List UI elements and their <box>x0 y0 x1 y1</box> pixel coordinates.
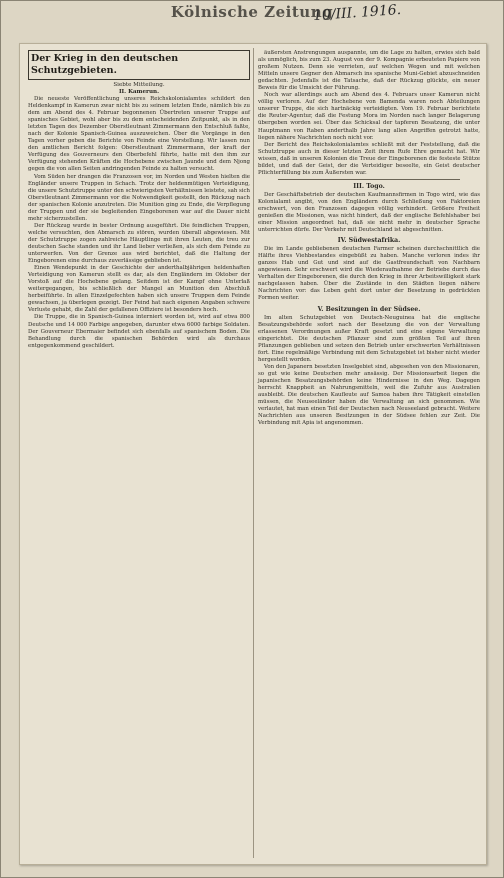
paragraph: Die im Lande gebliebenen deutschen Farmer scheinen durchschnittlich die Hälfte ihres Viehbestandes eingebüßt zu haben. Manche verloren indes ihr ganzes Hab und Gut und sind auf die Gastfreundschaft von Nachbarn angewiesen. Sehr erschwert wird die Wiederaufnahme der Betriebe durch das Verhalten der Eingeborenen, die durch den Krieg in ihrer Arbeitswilligkeit stark nachgelassen haben. Über die Zustände in den Städten liegen nähere Nachrichten vor: das Leben geht dort unter der Besetzung in gedrückten Formen weiter. <box>258 246 480 302</box>
paragraph: Die Truppe, die in Spanisch-Guinea interniert worden ist, wird auf etwa 800 Deutsche und 14 000 Farbige angegeben, darunter etwa 6000 farbige Soldaten. Der Gouverneur Ebermaier befindet sich ebenfalls auf spanischem Boden. Die Behandlung durch die spanischen Behörden wird als durchaus entgegenkommend geschildert. <box>28 314 250 349</box>
paragraph: Die neueste Veröffentlichung unseres Reichskolonialamtes schildert den Heldenkampf in Kamerun zwar nicht bis zu seinem letzten Ende, nämlich bis zu dem am Abend des 4. Februar begonnenen Übertreten unserer Truppe auf spanisches Gebiet, wohl aber bis zu dem entscheidenden Zeitpunkt, als in den letzten Tagen des Dezember Oberstleutnant Zimmermann den Entschluß faßte, nach der Kolonie Spanisch-Guinea auszuweichen. Über die Vorgänge in den Tagen vorher geben die Berichte von Feinde eine Vorstellung. Wir lassen nun den amtlichen Bericht folgen: Oberstleutnant Zimmermann, der kraft der Verfügung des Gouverneurs den Oberbefehl führte, hatte mit den ihm zur Verfügung stehenden Kräften die Hochebene zwischen Jaunde und dem Njong gegen die von allen Seiten andringenden Feinde zu halten versucht. <box>28 96 250 173</box>
paragraph: Der Bericht des Reichskolonialamtes schließt mit der Feststellung, daß die Schutztruppe auch in dieser letzten Zeit ihrem Rufe Ehre gemacht hat. Wir wissen, daß in unseren Kolonien die Treue der Eingeborenen die festeste Stütze bildet, und daß der Geist, der die Verteidiger beseelte, ein Geist deutscher Pflichterfüllung bis zum Äußersten war. <box>258 141 480 176</box>
article-clipping <box>19 43 487 865</box>
paragraph: Vom Süden her drangen die Franzosen vor, im Norden und Westen hielten die Engländer unsere Truppen in Schach. Trotz der heldenmütigen Verteidigung, die unsere Schutztruppe unter den schwierigsten Verhältnissen leistete, sah sich Oberstleutnant Zimmermann vor die Notwendigkeit gestellt, den Rückzug nach der spanischen Kolonie anzutreten. Die Munition ging zu Ende, die Verpflegung der Truppen und der sie begleitenden Eingeborenen war auf die Dauer nicht mehr sicherzustellen. <box>28 173 250 222</box>
article-title: Der Krieg in den deutschen Schutzgebieten. <box>28 50 250 80</box>
paragraph: Von den Japanern besetzten Inselgebiet sind, abgesehen von den Missionaren, so gut wie keine Deutschen mehr ansässig. Der Missionsarbeit liegen die japanischen Besatzungsbehörden keine Hindernisse in den Weg. Dagegen herrscht Knappheit an Nahrungsmitteln, weil die Zufuhr aus Australien ausbleibt. Die deutschen Kaufleute auf Samoa haben ihre Tätigkeit einstellen müssen, die Neuseeländer haben die Verwaltung an sich genommen. Wie verlautet, hat man einen Teil der Deutschen nach Neuseeland gebracht. Weitere Nachrichten aus unseren Besitzungen in der Südsee fehlen zur Zeit. Die Verbindung mit Apia ist angenommen. <box>258 363 480 427</box>
paragraph: äußersten Anstrengungen auspannte, um die Lage zu halten, erwies sich bald als unmöglich, bis zum 23. August von der 9. Kompagnie erbeuteten Papiere von großem Nutzen. Denn sie verrieten, auf welchen Wegen und mit welchen Mitteln unsere Gegner den Abmarsch ins spanische Muni-Gebiet abzuschneiden gedachten. Jedenfalls ist die Tatsache, daß der Rückzug glückte, ein neuer Beweis für die Umsicht der Führung. <box>258 50 480 92</box>
section-suedwestafrika-heading: IV. Südwestafrika. <box>337 237 401 245</box>
paragraph: Noch war allerdings auch am Abend des 4. Februars unser Kamerun nicht völlig verloren. Auf der Hochebene von Bamenda waren noch Abteilungen unserer Truppe, die sich hartnäckig verteidigten. Vom 19. Februar berichtete die Reuter-Agentur, daß die Festung Mora im Norden nach langer Belagerung übergeben worden sei. Über das Schicksal der tapferen Besatzung, die unter Hauptmann von Raben anderthalb Jahre lang allen Angriffen getrotzt hatte, liegen nähere Nachrichten noch nicht vor. <box>258 92 480 141</box>
paragraph: Einen Wendepunkt in der Geschichte der anderthalbjährigen heldenhaften Verteidigung von Kamerun stellt es dar, als den Engländern im Oktober der Vorstoß auf die Hochebene gelang. Seitdem ist der Kampf ohne Unterlaß weitergegangen, bis schließlich der Mangel an Munition den Abschluß herbeiführte. In allen Einzelgefechten haben sich unsere Truppen dem Feinde gewachsen, ja überlegen gezeigt. Der Feind hat nach eigenen Angaben schwere Verluste gehabt, die Zahl der gefallenen Offiziere ist besonders hoch. <box>28 265 250 314</box>
paragraph: Im alten Schutzgebiet von Deutsch-Neuguinea hat die englische Besatzungsbehörde sofort nach der Besetzung die von der Verwaltung erlassenen Verordnungen außer Kraft gesetzt und eine eigene Verwaltung eingerichtet. Die deutschen Pflanzer sind zum größten Teil auf ihren Pflanzungen geblieben und setzen den Betrieb unter erschwerten Verhältnissen fort. Eine regelmäßige Verbindung mit dem Schutzgebiet ist bisher nicht wieder hergestellt worden. <box>258 314 480 363</box>
section-kamerun-heading: II. Kamerun. <box>118 89 160 95</box>
section-separator <box>278 179 460 180</box>
section-suedsee-heading: V. Besitzungen in der Südsee. <box>317 305 421 313</box>
article-subtitle: Siebte Mitteilung. <box>113 82 165 88</box>
paragraph: Der Rückzug wurde in bester Ordnung ausgeführt. Die feindlichen Truppen, welche versuchten, den Abmarsch zu stören, wurden überall abgewiesen. Mit der Schutztruppe zogen zahlreiche Häuptlinge mit ihren Leuten, die treu zur deutschen Sache standen und ihr Land lieber verließen, als sich dem Feinde zu unterwerfen. Von der Grenze aus wird berichtet, daß die Haltung der Eingeborenen eine durchaus zuverlässige geblieben ist. <box>28 222 250 265</box>
right-column <box>258 50 480 427</box>
section-togo-heading: III. Togo. <box>353 182 385 190</box>
left-column <box>28 50 250 350</box>
paragraph: Der Geschäftsbetrieb der deutschen Kaufmannsfirmen in Togo wird, wie das Kolonialamt angibt, von den Engländern durch Schließung von Faktoreien erschwert, von den Franzosen dagegen völlig verhindert. Größere Freiheit genießen die Missionen, was nicht hindert, daß der englische Befehlshaber bei einer Mission angeordnet hat, daß sie nicht mehr in deutscher Sprache unterrichten dürfe. Der Verkehr mit Deutschland ist abgeschnitten. <box>258 191 480 234</box>
column-divider <box>253 48 254 858</box>
handwritten-date: 10/III. 1916. <box>312 1 402 25</box>
masthead: Kölnische Zeitung <box>170 3 334 21</box>
